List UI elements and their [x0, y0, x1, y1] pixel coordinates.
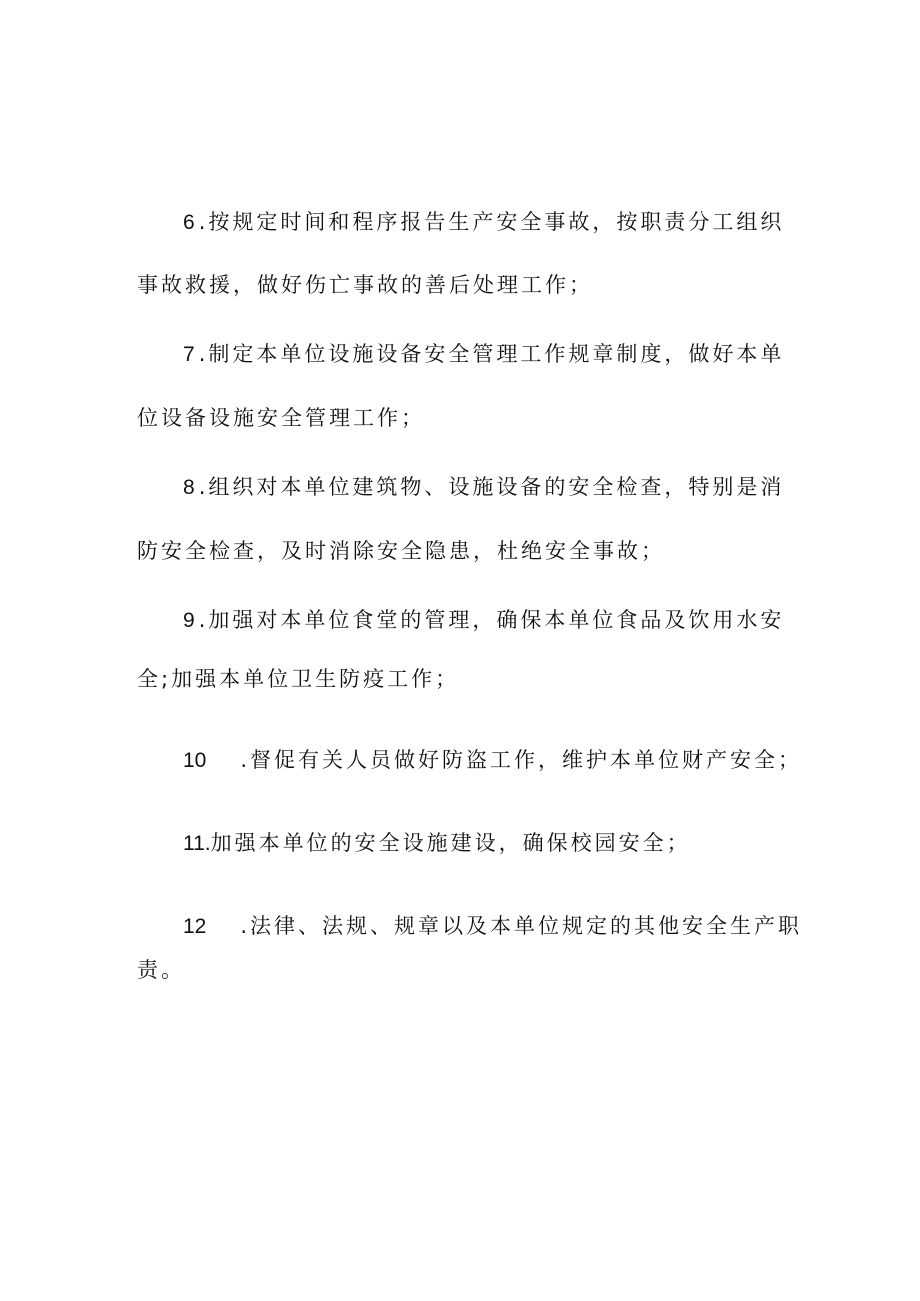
item-text: 加强本单位的安全设施建设，确保校园安全；	[210, 831, 691, 855]
item-text: .组织对本单位建筑物、设施设备的安全检查，特别是消	[198, 475, 785, 499]
item-text: .按规定时间和程序报告生产安全事故，按职责分工组织	[198, 210, 785, 234]
item-number: 11.	[183, 832, 211, 855]
item-number: 6	[183, 211, 195, 234]
item-9-first-line	[183, 607, 784, 634]
item-9-continuation: 全;加强本单位卫生防疫工作；	[137, 667, 460, 691]
item-number: 12	[183, 915, 207, 938]
item-text: .加强对本单位食堂的管理，确保本单位食品及饮用水安	[198, 608, 785, 632]
item-text: .制定本单位设施设备安全管理工作规章制度，做好本单	[198, 342, 785, 366]
item-7-first-line	[183, 341, 784, 368]
item-8-continuation: 防安全检查，及时消除安全隐患，杜绝安全事故；	[137, 539, 665, 563]
item-7-continuation: 位设备设施安全管理工作；	[137, 406, 425, 430]
item-6-continuation: 事故救援，做好伤亡事故的善后处理工作；	[137, 273, 593, 297]
item-number: 10	[183, 749, 207, 772]
item-12-first-line	[183, 913, 802, 940]
item-10-line	[183, 747, 802, 774]
item-number: 8	[183, 476, 195, 499]
item-text: .督促有关人员做好防盗工作，维护本单位财产安全；	[240, 748, 803, 772]
item-text: .法律、法规、规章以及本单位规定的其他安全生产职	[240, 914, 803, 938]
item-number: 7	[183, 343, 195, 366]
item-11-line	[183, 830, 691, 857]
item-6-first-line	[183, 209, 784, 236]
item-12-continuation: 责。	[137, 958, 185, 982]
item-8-first-line	[183, 474, 784, 501]
item-number: 9	[183, 609, 195, 632]
